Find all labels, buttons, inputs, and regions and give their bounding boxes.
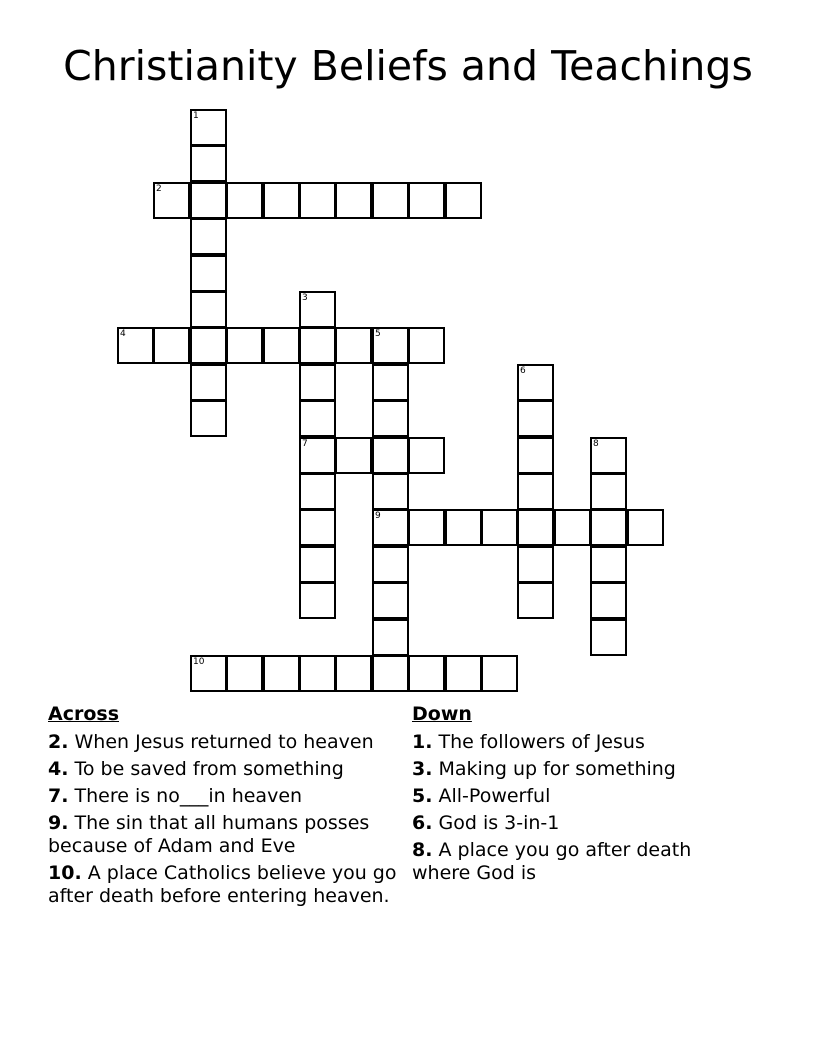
grid-cell[interactable] [590,546,627,583]
grid-cell[interactable] [372,546,409,583]
grid-cell[interactable] [372,509,409,546]
clue-text: The sin that all humans posses because of Adam and Eve [48,812,370,857]
cell-number: 6 [520,366,526,376]
clue-text: To be saved from something [74,758,344,780]
grid-cell[interactable] [372,437,409,474]
cell-number: 7 [302,439,308,449]
clue-down-3 [412,758,752,781]
grid-cell[interactable] [226,327,263,364]
grid-cell[interactable] [627,509,664,546]
clue-text: A place you go after death where God is [412,839,692,884]
grid-cell[interactable] [335,655,372,692]
grid-cell[interactable] [335,327,372,364]
grid-cell[interactable] [335,437,372,474]
grid-cell[interactable] [408,182,445,219]
clue-text: The followers of Jesus [438,731,645,753]
clue-text: When Jesus returned to heaven [74,731,374,753]
grid-cell[interactable] [190,327,227,364]
grid-cell[interactable] [153,182,190,219]
clue-across-4 [48,758,398,781]
grid-cell[interactable] [517,546,554,583]
grid-cell[interactable] [299,182,336,219]
grid-cell[interactable] [190,291,227,328]
grid-cell[interactable] [299,291,336,328]
grid-cell[interactable] [299,437,336,474]
clue-text: A place Catholics believe you go after death before entering heaven. [48,862,397,907]
clue-text: Making up for something [438,758,676,780]
grid-cell[interactable] [590,473,627,510]
down-clues [412,703,752,889]
grid-cell[interactable] [299,364,336,401]
across-clue-list [48,731,398,908]
grid-cell[interactable] [517,400,554,437]
cell-number: 1 [193,111,199,121]
clue-number: 2. [48,731,69,753]
clue-down-5 [412,785,752,808]
clue-across-9 [48,812,398,858]
clue-number: 8. [412,839,433,861]
grid-cell[interactable] [263,655,300,692]
grid-cell[interactable] [517,509,554,546]
grid-cell[interactable] [190,218,227,255]
grid-cell[interactable] [445,509,482,546]
grid-cell[interactable] [299,655,336,692]
grid-cell[interactable] [481,655,518,692]
grid-cell[interactable] [299,546,336,583]
grid-cell[interactable] [517,582,554,619]
grid-cell[interactable] [299,327,336,364]
grid-cell[interactable] [263,182,300,219]
grid-cell[interactable] [372,364,409,401]
grid-cell[interactable] [190,182,227,219]
grid-cell[interactable] [190,255,227,292]
grid-cell[interactable] [372,655,409,692]
clue-number: 6. [412,812,433,834]
clue-number: 1. [412,731,433,753]
grid-cell[interactable] [372,619,409,656]
grid-cell[interactable] [481,509,518,546]
grid-cell[interactable] [190,145,227,182]
across-clues [48,703,398,912]
grid-cell[interactable] [445,655,482,692]
grid-cell[interactable] [372,182,409,219]
cell-number: 9 [375,511,381,521]
grid-cell[interactable] [299,582,336,619]
cell-number: 10 [193,657,205,667]
clue-number: 5. [412,785,433,807]
grid-cell[interactable] [517,473,554,510]
grid-cell[interactable] [590,582,627,619]
clue-text: God is 3-in-1 [438,812,560,834]
down-clue-list [412,731,752,885]
cell-number: 8 [593,439,599,449]
grid-cell[interactable] [372,327,409,364]
grid-cell[interactable] [190,655,227,692]
grid-cell[interactable] [590,619,627,656]
crossword-grid [117,109,663,692]
grid-cell[interactable] [190,109,227,146]
grid-cell[interactable] [590,437,627,474]
clue-text: There is no___in heaven [74,785,303,807]
grid-cell[interactable] [445,182,482,219]
grid-cell[interactable] [517,364,554,401]
grid-cell[interactable] [226,655,263,692]
cell-number: 5 [375,329,381,339]
clue-number: 4. [48,758,69,780]
clue-across-7 [48,785,398,808]
grid-cell[interactable] [372,582,409,619]
clue-text: All-Powerful [438,785,551,807]
page-title: Christianity Beliefs and Teachings [63,42,753,90]
clue-number: 9. [48,812,69,834]
clue-down-8 [412,839,752,885]
clue-down-6 [412,812,752,835]
clue-number: 10. [48,862,82,884]
cell-number: 4 [120,329,126,339]
grid-cell[interactable] [299,473,336,510]
cell-number: 2 [156,184,162,194]
clue-down-1 [412,731,752,754]
clue-across-10 [48,862,398,908]
grid-cell[interactable] [554,509,591,546]
grid-cell[interactable] [408,655,445,692]
grid-cell[interactable] [263,327,300,364]
down-heading: Down [412,703,472,725]
grid-cell[interactable] [226,182,263,219]
grid-cell[interactable] [117,327,154,364]
grid-cell[interactable] [590,509,627,546]
clue-number: 7. [48,785,69,807]
grid-cell[interactable] [299,509,336,546]
clue-across-2 [48,731,398,754]
grid-cell[interactable] [153,327,190,364]
clue-number: 3. [412,758,433,780]
grid-cell[interactable] [190,400,227,437]
grid-cell[interactable] [408,437,445,474]
grid-cell[interactable] [335,182,372,219]
grid-cell[interactable] [190,364,227,401]
grid-cell[interactable] [408,509,445,546]
across-heading: Across [48,703,120,725]
cell-number: 3 [302,293,308,303]
grid-cell[interactable] [517,437,554,474]
grid-cell[interactable] [408,327,445,364]
grid-cell[interactable] [299,400,336,437]
grid-cell[interactable] [372,473,409,510]
grid-cell[interactable] [372,400,409,437]
